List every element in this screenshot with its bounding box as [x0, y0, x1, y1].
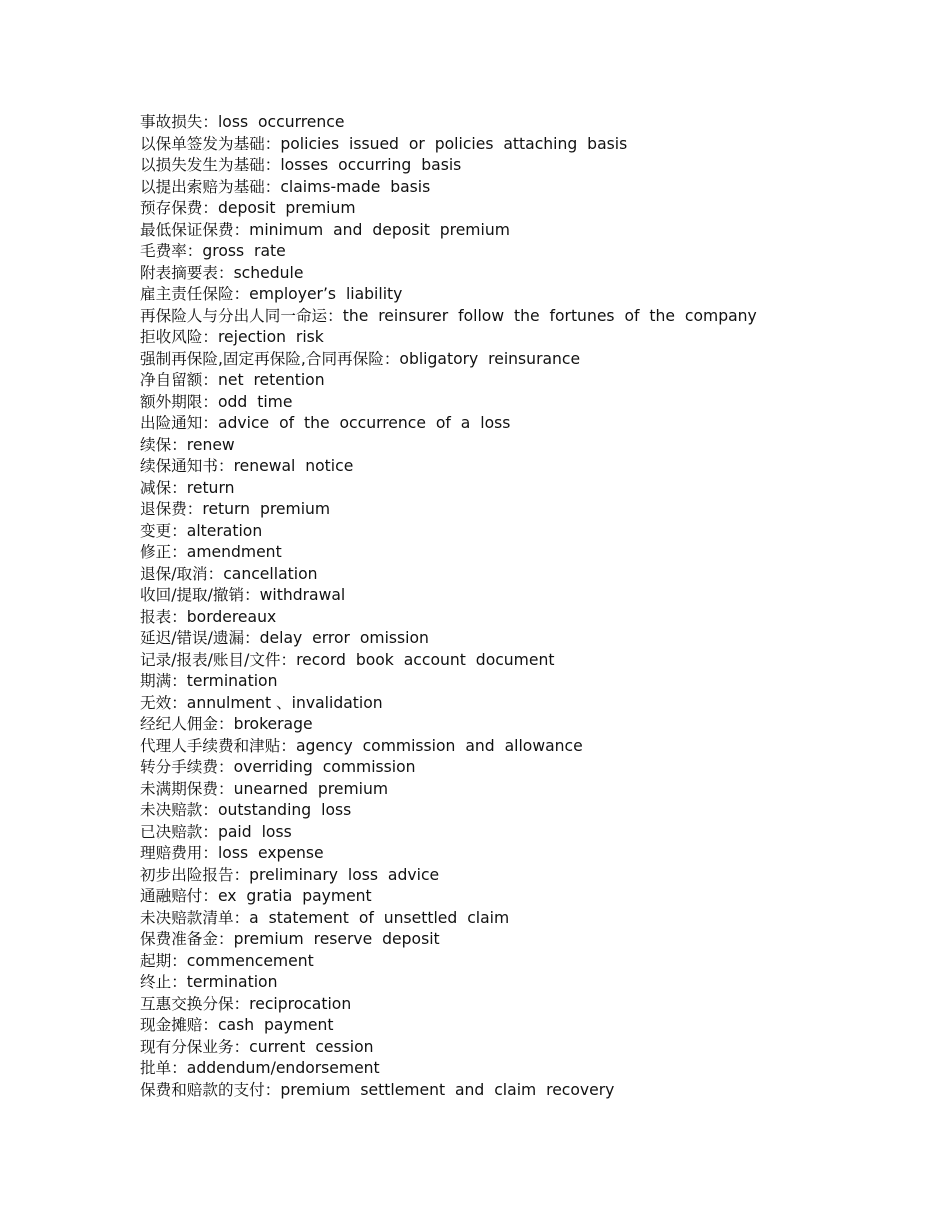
- glossary-entry: 已决赔款：paid loss: [140, 822, 292, 841]
- glossary-entry: 净自留额：net retention: [140, 371, 325, 389]
- glossary-entry: 续保：renew: [140, 435, 235, 454]
- glossary-entry: 终止：termination: [140, 973, 278, 991]
- glossary-entry: 额外期限：odd time: [140, 392, 293, 411]
- glossary-entry: 未决赔款清单：a statement of unsettled claim: [140, 908, 510, 927]
- glossary-entry: 续保通知书：renewal notice: [140, 457, 354, 475]
- glossary-entry: 最低保证保费：minimum and deposit premium: [140, 220, 510, 239]
- glossary-entry: 强制再保险,固定再保险,合同再保险：obligatory reinsurance: [140, 349, 581, 368]
- glossary-entry: 经纪人佣金：brokerage: [140, 715, 313, 733]
- glossary-entry: 毛费率：gross rate: [140, 242, 286, 260]
- glossary-entry: 拒收风险：rejection risk: [140, 328, 324, 346]
- glossary-entry: 预存保费：deposit premium: [140, 199, 356, 217]
- glossary-entry: 出险通知：advice of the occurrence of a loss: [140, 414, 511, 432]
- glossary-entry: 通融赔付：ex gratia payment: [140, 887, 372, 905]
- glossary-entry: 理赔费用：loss expense: [140, 844, 324, 862]
- glossary-entry: 转分手续费：overriding commission: [140, 758, 416, 776]
- glossary-entry: 互惠交换分保：reciprocation: [140, 994, 352, 1013]
- glossary-entry: 退保费：return premium: [140, 500, 331, 518]
- glossary-entry: 雇主责任保险：employer’s liability: [140, 285, 403, 303]
- glossary-entry: 附表摘要表：schedule: [140, 263, 304, 282]
- glossary-entry: 无效：annulment 、invalidation: [140, 693, 383, 712]
- glossary-entry: 期满：termination: [140, 672, 278, 690]
- glossary-entry: 以提出索赔为基础：claims-made basis: [140, 177, 431, 196]
- glossary-entry: 现有分保业务：current cession: [140, 1037, 374, 1056]
- glossary-entry: 保费准备金：premium reserve deposit: [140, 930, 440, 948]
- glossary-entry: 未满期保费：unearned premium: [140, 779, 389, 798]
- glossary-entry: 保费和赔款的支付：premium settlement and claim recovery: [140, 1080, 615, 1099]
- glossary-entry: 减保：return: [140, 478, 235, 497]
- glossary-entry: 收回/提取/撤销：withdrawal: [140, 586, 346, 604]
- glossary-entry: 现金摊赔：cash payment: [140, 1016, 334, 1034]
- glossary-entry: 代理人手续费和津贴：agency commission and allowance: [140, 736, 583, 755]
- glossary-entry: 记录/报表/账目/文件：record book account document: [140, 650, 555, 669]
- glossary-entry: 延迟/错误/遗漏：delay error omission: [140, 629, 429, 647]
- glossary-entry: 初步出险报告：preliminary loss advice: [140, 865, 440, 884]
- glossary-entry: 批单：addendum/endorsement: [140, 1059, 380, 1077]
- glossary-entry: 未决赔款：outstanding loss: [140, 801, 352, 819]
- glossary-entry: 修正：amendment: [140, 543, 282, 561]
- glossary-entry: 起期：commencement: [140, 951, 314, 970]
- glossary-entry: 变更：alteration: [140, 521, 263, 540]
- glossary-entry: 退保/取消：cancellation: [140, 564, 318, 583]
- glossary-entry: 再保险人与分出人同一命运：the reinsurer follow the fortunes of the company: [140, 306, 757, 325]
- glossary-entry: 事故损失：loss occurrence: [140, 113, 345, 131]
- glossary-entry: 报表：bordereaux: [140, 607, 277, 626]
- glossary-entry: 以保单签发为基础：policies issued or policies attaching basis: [140, 134, 628, 153]
- glossary-entry: 以损失发生为基础：losses occurring basis: [140, 156, 462, 174]
- glossary-list: [140, 112, 920, 1101]
